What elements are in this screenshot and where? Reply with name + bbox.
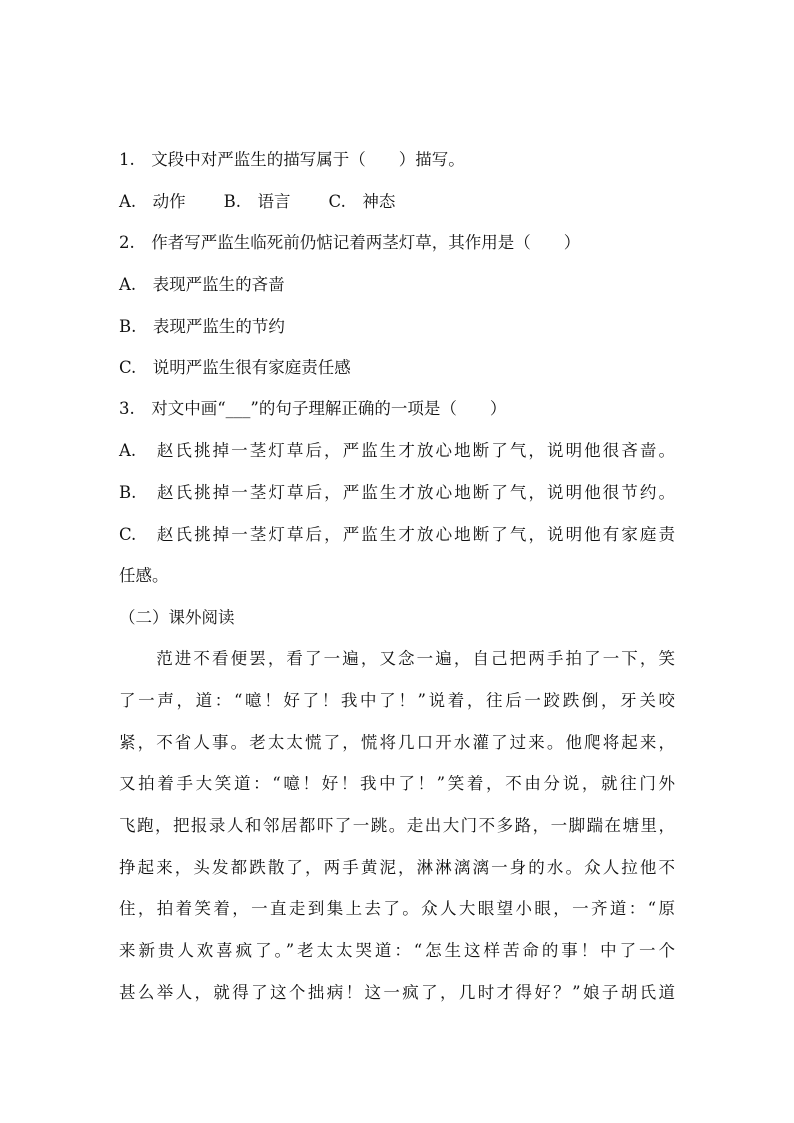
passage-line: 来新贵人欢喜疯了。”老太太哭道：“怎生这样苦命的事！中了一个 xyxy=(119,941,675,960)
q1-option-a: A. 动作 xyxy=(119,192,186,211)
passage-line: 挣起来，头发都跌散了，两手黄泥，淋淋漓漓一身的水。众人拉他不 xyxy=(119,858,675,877)
q1-option-b: B. 语言 xyxy=(223,192,291,211)
question-3-stem: 3. 对文中画“___”的句子理解正确的一项是（ ） xyxy=(119,399,507,418)
q3-option-c-line-2: 任感。 xyxy=(119,566,169,585)
q3-option-c-line-1: C. 赵氏挑掉一茎灯草后，严监生才放心地断了气，说明他有家庭责 xyxy=(119,525,675,544)
question-2-stem: 2. 作者写严监生临死前仍惦记着两茎灯草，其作用是（ ） xyxy=(119,233,581,252)
passage-line: 又拍着手大笑道：“噫！好！我中了！”笑着，不由分说，就往门外 xyxy=(119,774,675,793)
passage-line: 甚么举人，就得了这个拙病！这一疯了，几时才得好？”娘子胡氏道 xyxy=(119,983,675,1002)
q1-option-c: C. 神态 xyxy=(328,192,396,211)
q3-option-b: B. 赵氏挑掉一茎灯草后，严监生才放心地断了气，说明他很节约。 xyxy=(119,483,675,502)
question-1-options xyxy=(119,192,395,212)
section-title: （二）课外阅读 xyxy=(119,608,235,627)
passage-line: 范进不看便罢，看了一遍，又念一遍，自己把两手拍了一下，笑 xyxy=(119,649,675,668)
q2-option-a: A. 表现严监生的吝啬 xyxy=(119,275,285,294)
passage-line: 住，拍着笑着，一直走到集上去了。众人大眼望小眼，一齐道：“原 xyxy=(119,899,675,918)
q2-option-c: C. 说明严监生很有家庭责任感 xyxy=(119,358,351,377)
q3-option-a: A. 赵氏挑掉一茎灯草后，严监生才放心地断了气，说明他很吝啬。 xyxy=(119,441,675,460)
passage-line: 紧，不省人事。老太太慌了，慌将几口开水灌了过来。他爬将起来， xyxy=(119,733,675,752)
question-1-stem: 1. 文段中对严监生的描写属于（ ）描写。 xyxy=(119,150,465,169)
q2-option-b: B. 表现严监生的节约 xyxy=(119,317,285,336)
passage-line: 了一声，道：“噫！好了！我中了！”说着，往后一跤跌倒，牙关咬 xyxy=(119,691,675,710)
passage-line: 飞跑，把报录人和邻居都吓了一跳。走出大门不多路，一脚踹在塘里， xyxy=(119,816,675,835)
